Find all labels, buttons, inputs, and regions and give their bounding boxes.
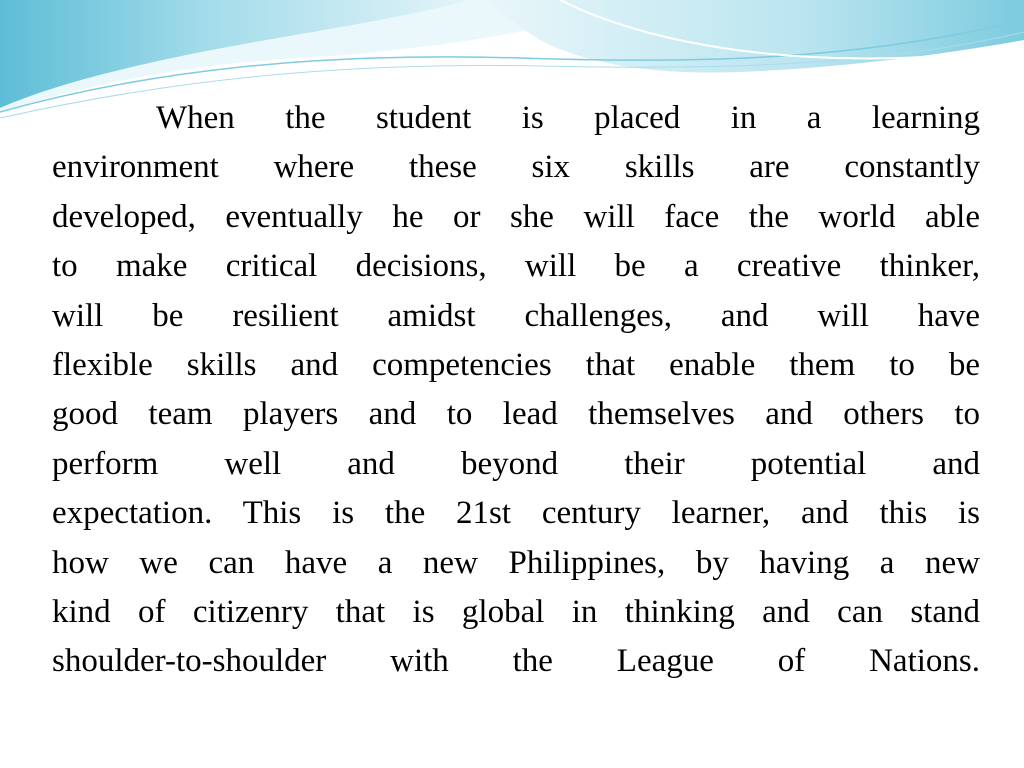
- body-paragraph: [52, 94, 980, 687]
- paragraph-line-7: good team players and to lead themselves and others to: [52, 396, 980, 433]
- paragraph-line-8: perform well and beyond their potential and: [52, 445, 980, 482]
- paragraph-line-9: expectation. This is the 21st century learner, and this is: [52, 495, 980, 532]
- paragraph-line-2: environment where these six skills are constantly: [52, 149, 980, 186]
- paragraph-line-5: will be resilient amidst challenges, and will have: [52, 297, 980, 334]
- paragraph-line-6: flexible skills and competencies that enable them to be: [52, 346, 980, 383]
- paragraph-line-10: how we can have a new Philippines, by having a new: [52, 544, 980, 581]
- paragraph-line-12: shoulder-to-shoulder with the League of Nations.: [52, 643, 980, 680]
- paragraph-line-3: developed, eventually he or she will face the world able: [52, 198, 980, 235]
- paragraph-line-11: kind of citizenry that is global in thinking and can stand: [52, 593, 980, 630]
- paragraph-line-1: When the student is placed in a learning: [156, 100, 980, 136]
- paragraph-line-4: to make critical decisions, will be a creative thinker,: [52, 248, 980, 285]
